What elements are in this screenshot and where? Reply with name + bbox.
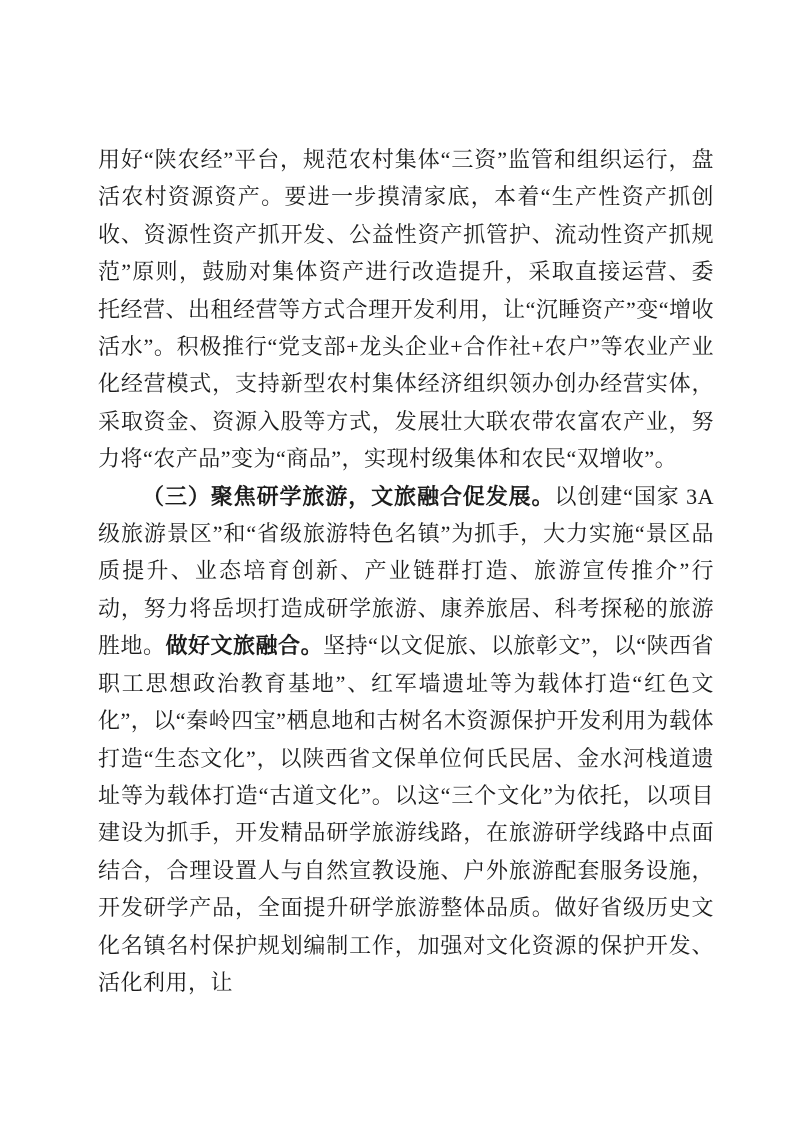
body-text-run: 坚持“以文促旅、以旅彰文”，以“陕西省职工思想政治教育基地”、红军墙遗址等为载体打造“红色文化”，以“秦岭四宝”栖息地和古树名木资源保护开发利用为载体打造“生态文化”，以陕西省文保单位何氏民居、金水河栈道遗址等为载体打造“古道文化”。以这“三个文化”为依托，以项目建设为抓手，开发精品研学旅游线路，在旅游研学线路中点面结合，合理设置人与自然宣教设施、户外旅游配套服务设施，开发研学产品，全面提升研学旅游整体品质。做好省级历史文化名镇名村保护规划编制工作，加强对文化资源的保护开发、活化利用，让 <box>98 633 714 995</box>
section-heading-run: （三）聚焦研学旅游，文旅融合促发展。 <box>142 483 555 509</box>
subheading-run: 做好文旅融合。 <box>165 633 324 659</box>
paragraph-section-three <box>98 478 714 1002</box>
body-text-run: 用好“陕农经”平台，规范农村集体“三资”监管和组织运行，盘活农村资源资产。要进一步摸清家底，本着“生产性资产抓创收、资源性资产抓开发、公益性资产抓管护、流动性资产抓规范”原则，鼓励对集体资产进行改造提升，采取直接运营、委托经营、出租经营等方式合理开发利用，让“沉睡资产”变“增收活水”。积极推行“党支部+龙头企业+合作社+农户”等农业产业化经营模式，支持新型农村集体经济组织领办创办经营实体，采取资金、资源入股等方式，发展壮大联农带农富农产业，努力将“农产品”变为“商品”，实现村级集体和农民“双增收”。 <box>98 147 714 472</box>
document-text-block <box>98 141 714 1001</box>
body-text-run: 以创建“国家 3A 级旅游景区”和“省级旅游特色名镇”为抓手，大力实施“景区品质提升、业态培育创新、产业链群打造、旅游宣传推介”行动，努力将岳坝打造成研学旅游、康养旅居、科考探秘的旅游胜地。 <box>98 483 714 659</box>
paragraph-continuation <box>98 141 714 478</box>
